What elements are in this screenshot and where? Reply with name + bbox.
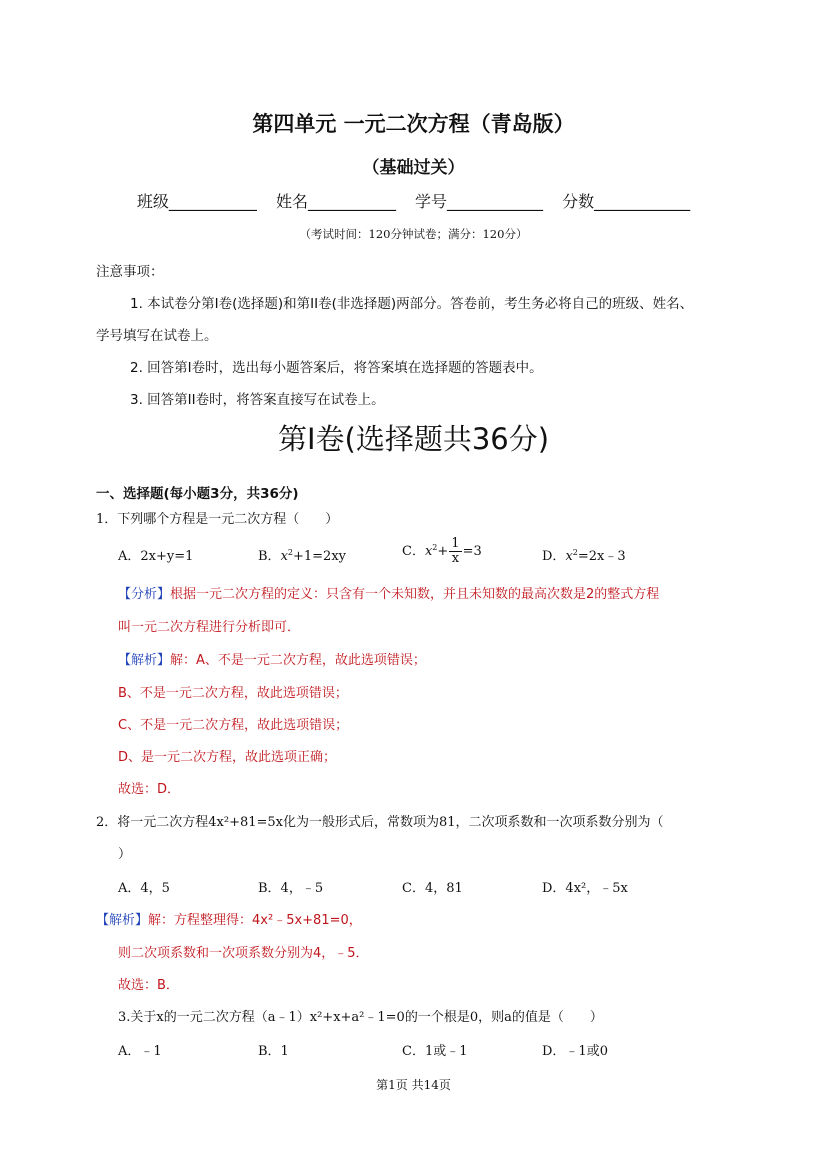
variable-x: x bbox=[565, 549, 573, 564]
q1-solution-line-2: B、不是一元二次方程，故此选项错误； bbox=[118, 686, 348, 701]
option-text: +1=2xy bbox=[293, 549, 347, 564]
score-field[interactable]: 分数____________ bbox=[562, 192, 691, 211]
q3-option-d[interactable]: D．﹣1或0 bbox=[542, 1044, 608, 1059]
q1-solution-line-1: 【解析】解：A、不是一元二次方程，故此选项错误； bbox=[118, 653, 426, 668]
variable-x: x bbox=[280, 549, 288, 564]
q1-stem: 1．下列哪个方程是一元二次方程（ ） bbox=[96, 512, 339, 527]
q2-option-a[interactable]: A．4，5 bbox=[118, 881, 170, 896]
option-label: D． bbox=[542, 549, 566, 564]
solution-tag: 【解析】 bbox=[118, 653, 171, 668]
q3-stem: 3.关于x的一元二次方程（a﹣1）x²+x+a²﹣1=0的一个根是0，则a的值是（ ） bbox=[118, 1010, 603, 1025]
q1-option-d[interactable]: D．$x^2=2x﹣3$ bbox=[542, 548, 626, 564]
notes-item-1b: 学号填写在试卷上。 bbox=[96, 328, 218, 344]
q1-option-c[interactable]: C．$x^2+$ $\frac{1}{x}$ =3 bbox=[402, 536, 482, 566]
q1-option-a[interactable] bbox=[118, 545, 193, 564]
time-note: （考试时间：120分钟试卷；满分：120分） bbox=[299, 227, 528, 241]
page-title: 第四单元 一元二次方程（青岛版） bbox=[252, 112, 575, 136]
q1-analysis-line-2: 叫一元二次方程进行分析即可． bbox=[118, 620, 301, 635]
q3-option-a[interactable]: A．﹣1 bbox=[118, 1044, 162, 1059]
name-field[interactable]: 姓名___________ bbox=[275, 192, 396, 211]
notes-item-2: 2. 回答第I卷时，选出每小题答案后，将答案填在选择题的答题表中。 bbox=[130, 360, 543, 376]
q1-analysis-line-1: 【分析】根据一元二次方程的定义：只含有一个未知数，并且未知数的最高次数是2的整式方程 bbox=[118, 587, 660, 602]
notes-item-3: 3. 回答第II卷时，将答案直接写在试卷上。 bbox=[130, 392, 385, 408]
q2-option-b[interactable]: B．4，﹣5 bbox=[258, 881, 324, 896]
q2-stem-line-1: 2．将一元二次方程4x²+81=5x化为一般形式后，常数项为81，二次项系数和一次项系数分别为（ bbox=[96, 815, 664, 830]
q2-stem-line-2: ） bbox=[118, 847, 132, 862]
option-label: B． bbox=[258, 549, 281, 564]
q1-solution-line-3: C、不是一元二次方程，故此选项错误； bbox=[118, 718, 349, 733]
analysis-tag: 【分析】 bbox=[118, 587, 171, 602]
q2-answer: 故选：B． bbox=[118, 978, 179, 993]
option-text: 2x+y=1 bbox=[140, 549, 194, 564]
notes-heading: 注意事项： bbox=[96, 264, 164, 280]
q1-solution-line-4: D、是一元二次方程，故此选项正确； bbox=[118, 750, 337, 765]
student-id-field[interactable]: 学号____________ bbox=[415, 192, 544, 211]
q3-option-b[interactable]: B．1 bbox=[258, 1044, 289, 1059]
q2-solution-line-1: 【解析】解：方程整理得：4x²﹣5x+81=0， bbox=[96, 913, 362, 928]
fraction: $\frac{1}{x}$ bbox=[451, 536, 460, 566]
q2-option-c[interactable]: C．4，81 bbox=[402, 881, 463, 896]
section-heading: 一、选择题(每小题3分，共36分) bbox=[96, 486, 299, 502]
page-footer: 第1页 共14页 bbox=[376, 1078, 451, 1092]
class-field[interactable]: 班级___________ bbox=[136, 192, 257, 211]
page-subtitle: （基础过关） bbox=[362, 158, 465, 178]
part-one-title: 第I卷(选择题共36分) bbox=[277, 422, 550, 456]
q2-solution-line-2: 则二次项系数和一次项系数分别为4，﹣5． bbox=[118, 946, 369, 961]
notes-item-1a: 1. 本试卷分第I卷(选择题)和第II卷(非选择题)两部分。答卷前，考生务必将自己的班级、姓名、 bbox=[130, 296, 694, 312]
solution-tag: 【解析】 bbox=[96, 913, 149, 928]
option-label: C． bbox=[402, 544, 425, 559]
q1-answer: 故选：D． bbox=[118, 782, 181, 797]
option-text: =3 bbox=[462, 544, 482, 559]
option-label: A． bbox=[118, 549, 141, 564]
q1-option-b[interactable]: B．$x^2+1=2xy$ bbox=[258, 548, 347, 564]
option-text: =2x﹣3 bbox=[577, 549, 626, 564]
q2-option-d[interactable]: D．4x²，﹣5x bbox=[542, 881, 628, 896]
q3-option-c[interactable]: C．1或﹣1 bbox=[402, 1044, 468, 1059]
variable-x: x bbox=[424, 544, 433, 559]
student-info-fields bbox=[0, 189, 827, 212]
